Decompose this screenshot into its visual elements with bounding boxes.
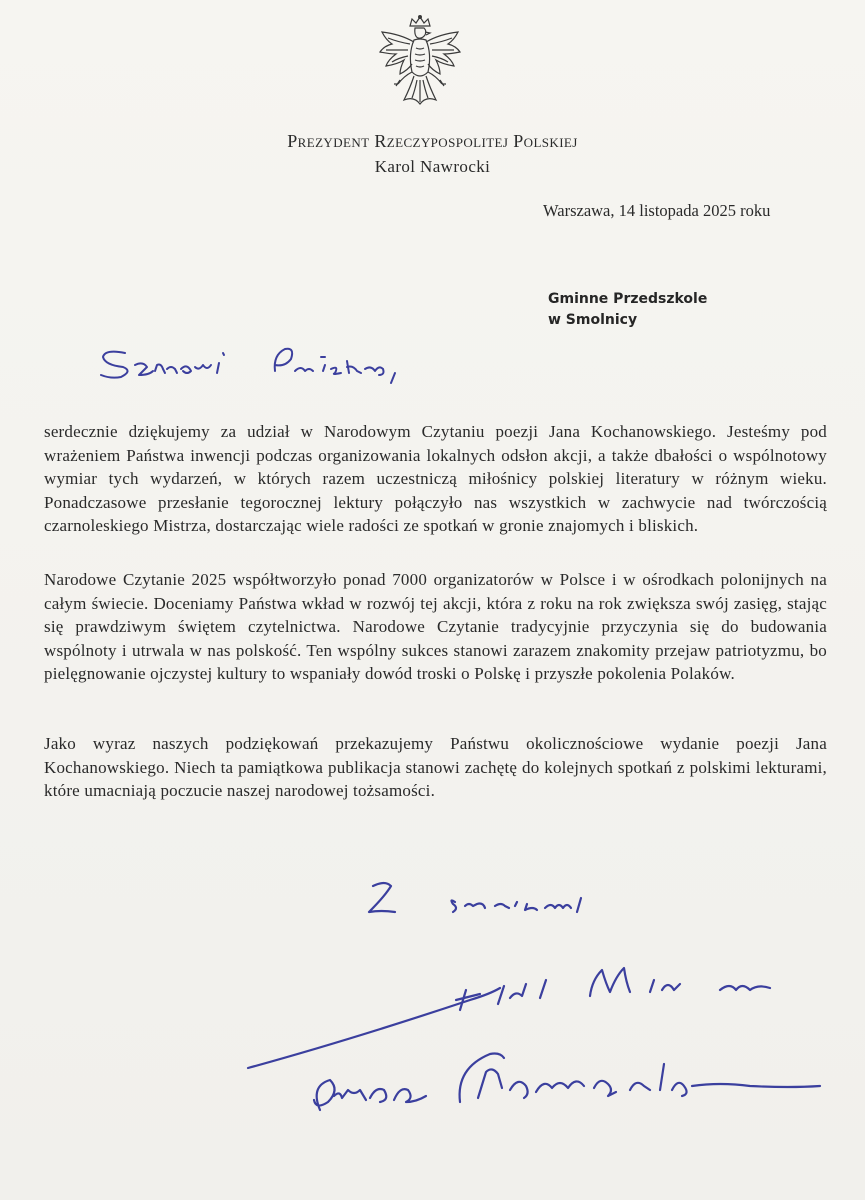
issuer-block [0, 128, 865, 180]
place-date: Warszawa, 14 listopada 2025 roku [543, 201, 771, 220]
letter-paragraph-3: Jako wyraz naszych podziękowań przekazujemy Państwu okolicznościowe wydanie poezji Jana Kochanowskiego. Niech ta pamiątkowa publikacja stanowi zachętę do kolejnych spotkań z polskimi lekturami, które umacniają poczucie naszej narodowej tożsamości. [44, 734, 827, 801]
issuer-name: Karol Nawrocki [374, 157, 491, 176]
white-eagle-emblem-icon [370, 14, 470, 114]
handwritten-salutation [95, 335, 425, 395]
letter-paragraph-1: serdecznie dziękujemy za udział w Narodowym Czytaniu poezji Jana Kochanowskiego. Jesteśmy pod wrażeniem Państwa inwencji podczas organizowania lokalnych odsłon akcji, a także dbałości o wspólnotowy wymiar tych wydarzeń, w których razem uczestniczą miłośnicy polskiej literatury w różnym wieku. Ponadczasowe przesłanie tegorocznej lektury połączyło nas wszystkich w zachwycie nad twórczością czarnoleskiego Mistrza, dostarczając wiele radości ze spotkań w gronie znajomych i bliskich. [44, 422, 827, 536]
recipient-line-1: Gminne Przedszkole [548, 291, 708, 307]
signature [230, 940, 840, 1130]
recipient-line-2: w Smolnicy [548, 312, 638, 328]
recipient-address [548, 289, 707, 331]
letter-paragraph-2: Narodowe Czytanie 2025 współtworzyło ponad 7000 organizatorów w Polsce i w ośrodkach polonijnych na całym świecie. Doceniamy Państwa wkład w rozwój tej akcji, która z roku na rok zwiększa swój zasięg, stając się prawdziwym świętem czytelnictwa. Narodowe Czytanie tradycyjnie przyczynia się do budowania wspólnoty i utrwala w nas polskość. Ten wspólny sukces stanowi zarazem znakomity przejaw patriotyzmu, bo pielęgnowanie ojczystej kultury to wspaniały dowód troski o Polskę i przyszłe pokolenia Polaków. [44, 570, 827, 684]
handwritten-closing [355, 872, 655, 932]
issuer-office: Prezydent Rzeczypospolitej Polskiej [287, 131, 578, 151]
